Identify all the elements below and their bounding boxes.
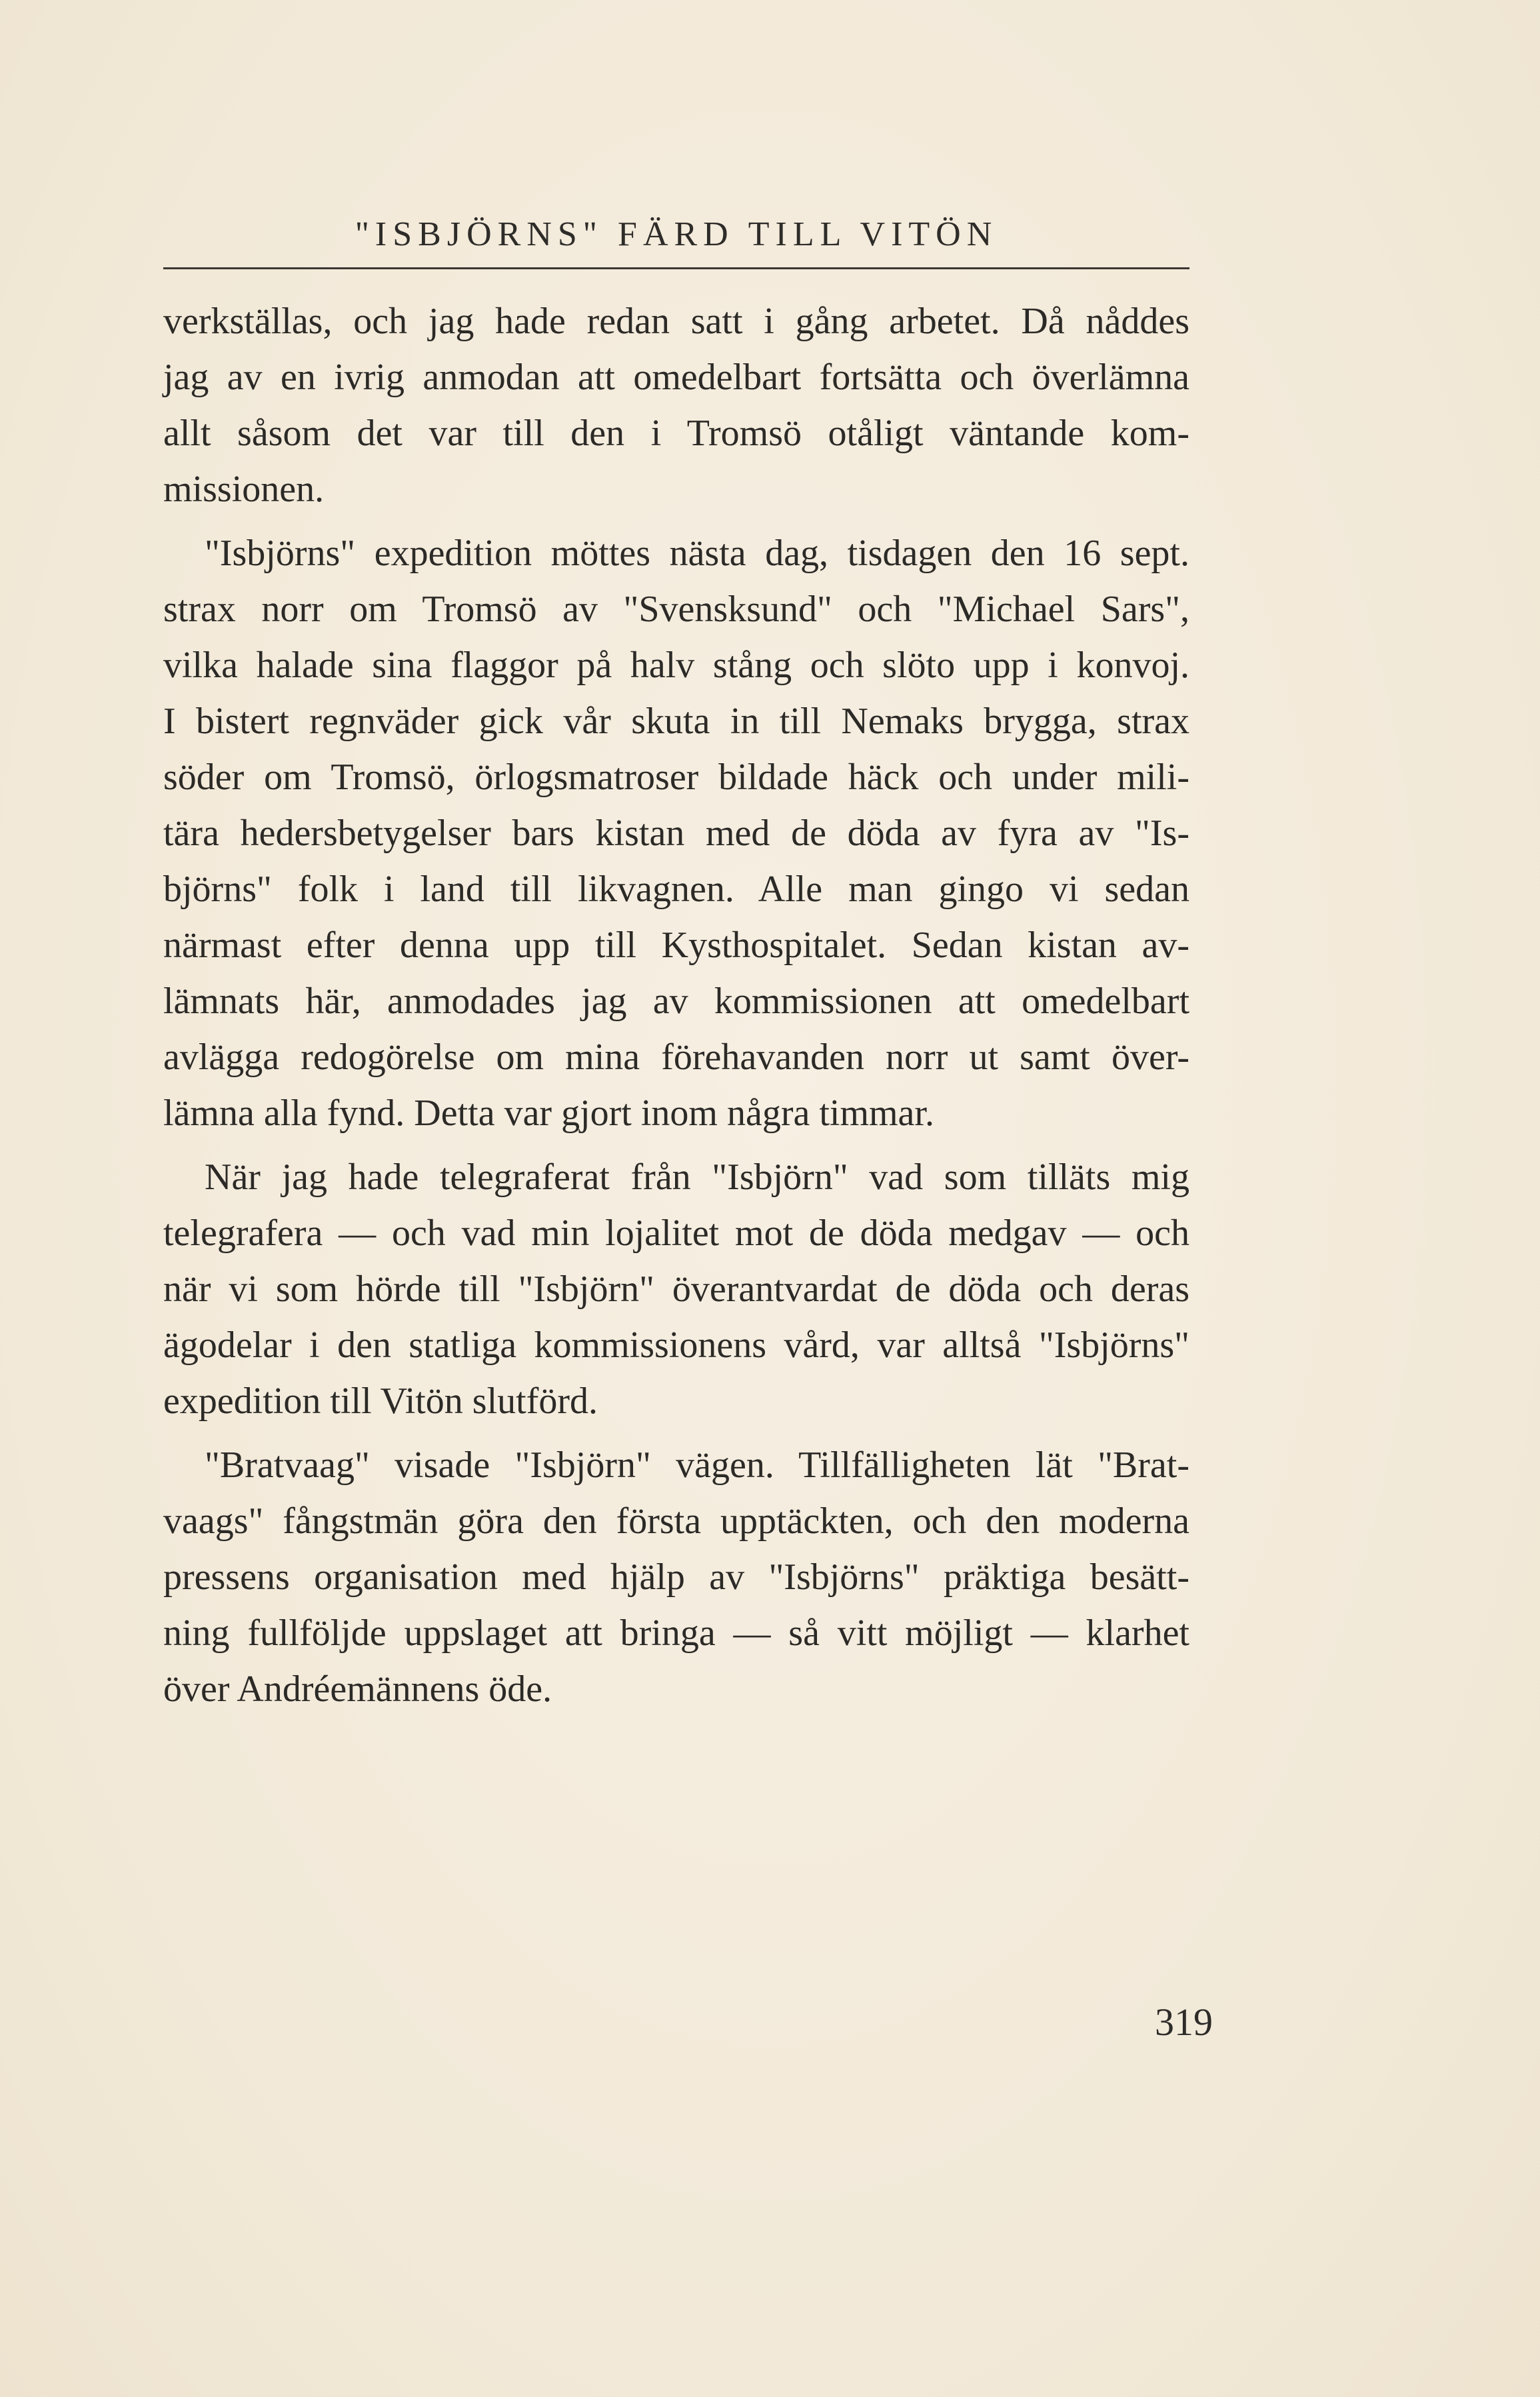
running-head-title: "ISBJÖRNS" FÄRD TILL VITÖN	[355, 215, 998, 253]
paragraph-4	[163, 1437, 1189, 1717]
text-line: närmast efter denna upp till Kysthospitalet. Sedan kistan av-	[163, 925, 1189, 966]
text-line: pressens organisation med hjälp av "Isbjörns" präktiga besätt-	[163, 1556, 1189, 1598]
text-line: vilka halade sina flaggor på halv stång och slöto upp i konvoj.	[163, 645, 1189, 686]
text-line: lämna alla fynd. Detta var gjort inom några timmar.	[163, 1093, 934, 1134]
text-line: lämnats här, anmodades jag av kommissionen att omedelbart	[163, 981, 1189, 1022]
text-line: ägodelar i den statliga kommissionens vård, var alltså "Isbjörns"	[163, 1324, 1189, 1366]
text-line: strax norr om Tromsö av "Svensksund" och "Michael Sars",	[163, 589, 1189, 630]
text-line: ning fullföljde uppslaget att bringa — så vitt möjligt — klarhet	[163, 1612, 1189, 1654]
text-line: I bistert regnväder gick vår skuta in till Nemaks brygga, strax	[163, 701, 1189, 742]
text-line: söder om Tromsö, örlogsmatroser bildade häck och under mili-	[163, 757, 1189, 798]
text-line: avlägga redogörelse om mina förehavanden norr ut samt över-	[163, 1037, 1189, 1078]
text-line: telegrafera — och vad min lojalitet mot de döda medgav — och	[163, 1212, 1189, 1254]
paragraph-2	[163, 525, 1189, 1141]
text-line: jag av en ivrig anmodan att omedelbart fortsätta och överlämna	[163, 357, 1189, 398]
text-line: över Andréemännens öde.	[163, 1668, 552, 1710]
text-line: När jag hade telegraferat från "Isbjörn" vad som tilläts mig	[205, 1157, 1189, 1198]
text-line: vaags" fångstmän göra den första upptäckten, och den moderna	[163, 1500, 1189, 1542]
text-line: "Bratvaag" visade "Isbjörn" vägen. Tillfälligheten lät "Brat-	[205, 1444, 1189, 1486]
text-line: expedition till Vitön slutförd.	[163, 1380, 598, 1422]
text-line: verkställas, och jag hade redan satt i gång arbetet. Då nåddes	[163, 301, 1189, 342]
text-line: allt såsom det var till den i Tromsö otåligt väntande kom-	[163, 413, 1189, 454]
text-line: när vi som hörde till "Isbjörn" överantvardat de döda och deras	[163, 1268, 1189, 1310]
header-rule	[163, 267, 1189, 269]
page-number: 319	[1155, 2000, 1213, 2044]
text-line: missionen.	[163, 469, 325, 510]
paragraph-1	[163, 293, 1189, 517]
body-text	[163, 293, 1189, 1725]
text-line: björns" folk i land till likvagnen. Alle man gingo vi sedan	[163, 869, 1189, 910]
text-line: tära hedersbetygelser bars kistan med de döda av fyra av "Is-	[163, 813, 1189, 854]
text-line: "Isbjörns" expedition möttes nästa dag, tisdagen den 16 sept.	[205, 533, 1189, 574]
paragraph-3	[163, 1149, 1189, 1429]
